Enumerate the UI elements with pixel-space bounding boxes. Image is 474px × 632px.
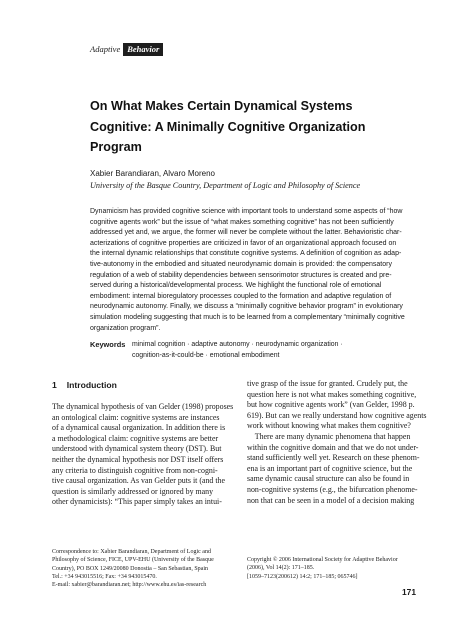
- section-heading: [52, 380, 117, 390]
- journal-name-light: Adaptive: [90, 44, 121, 54]
- abstract-line: tive-autonomy in the embodied and situated neurodynamic domain is provided: the compensatory: [90, 260, 392, 268]
- body-line: same dynamic causal structure can also be found in: [247, 474, 410, 484]
- abstract-line: Dynamicism has provided cognitive science with important tools to understand some aspects of “how: [90, 208, 403, 215]
- journal-logo: [90, 43, 163, 56]
- body-line: other dynamicists): “This paper simply takes an intui-: [52, 497, 222, 507]
- footnote-line: Copyright © 2006 International Society for Adaptive Behavior: [247, 557, 398, 563]
- keywords-line: minimal cognition · adaptive autonomy · neurodynamic organization ·: [132, 341, 343, 348]
- abstract-line: served during a historical/developmental process. We highlight the functional role of emotional: [90, 282, 382, 290]
- abstract: [90, 207, 420, 334]
- footnote-line: Tel.: +34 943015516; Fax: +34 943015470.: [52, 573, 157, 580]
- title-line: Cognitive: A Minimally Cognitive Organization: [90, 119, 366, 134]
- abstract-line: addressed yet and, we argue, the former will never be complete without the latter. Behavioristic char-: [90, 229, 402, 237]
- title-line: Program: [90, 140, 142, 154]
- body-line: work without knowing what makes them cognitive?: [247, 421, 411, 431]
- body-line: question is similarly addressed or ignored by many: [52, 486, 214, 496]
- body-line: non that can be seen in a model of a decision making: [247, 495, 415, 505]
- body-line: within the cognitive domain and that we do not under-: [247, 442, 419, 452]
- body-line: an ontological claim: cognitive systems are instances: [52, 412, 220, 422]
- paper-title: [90, 96, 420, 158]
- keywords-label: Keywords: [90, 340, 126, 349]
- page-number: 171: [402, 587, 416, 597]
- abstract-line: organization program”.: [90, 324, 161, 332]
- footnote-line: (2006), Vol 14(2): 171–185.: [247, 565, 315, 572]
- body-line: a methodological claim: cognitive systems are better: [52, 433, 219, 443]
- body-right-column: [247, 379, 427, 506]
- body-line: stand sufficiently well yet. Research on these phenom-: [247, 453, 420, 463]
- journal-name-dark: Behavior: [123, 43, 163, 56]
- body-line: 619). But can we really understand how cognitive agents: [247, 410, 427, 420]
- body-line: ena is an important part of cognitive science, but the: [247, 463, 413, 473]
- body-line: of a dynamical causal organization. In addition there is: [52, 423, 226, 433]
- correspondence-footnote: [52, 548, 214, 589]
- body-line: The dynamical hypothesis of van Gelder (1998) proposes: [52, 402, 234, 411]
- body-left-column: [52, 402, 232, 508]
- footnote-line: E-mail: xabier@barandiaran.net; http://www.ehu.es/ias-research: [52, 582, 207, 589]
- body-line: tive causal organization. As van Gelder puts it (and the: [52, 476, 225, 486]
- authors: Xabier Barandiaran, Alvaro Moreno: [90, 169, 215, 178]
- footnote-line: Philosophy of Science, FICE, UPV-EHU (University of the Basque: [52, 557, 214, 564]
- body-line: understood with dynamical system theory (DST). But: [52, 444, 222, 454]
- keywords-list: [132, 339, 343, 361]
- abstract-line: neurodynamic autonomy. Finally, we discuss a “minimally cognitive behavior program” in evolutionary: [90, 303, 403, 311]
- section-number: 1: [52, 380, 57, 390]
- abstract-line: regulation of a web of stability dependencies between sensorimotor structures is created and pre-: [90, 271, 392, 279]
- abstract-line: the internal dynamic relationships that constitute cognitive systems. A definition of cognition as adap-: [90, 250, 402, 258]
- section-title: Introduction: [66, 380, 117, 390]
- footnote-line: Country), PO BOX 1249/20080 Donostia – San Sebastian, Spain: [52, 565, 208, 572]
- abstract-line: simulation modeling suggesting that much is to be learned from a complementary “minimally cognitive: [90, 313, 405, 321]
- keywords-line: cognition-as-it-could-be · emotional embodiment: [132, 352, 280, 359]
- body-line: non-cognitive systems (e.g., the bifurcation phenome-: [247, 484, 418, 494]
- abstract-line: embodiment: internal bioregulatory processes coupled to the formation and adaptive regulation of: [90, 292, 392, 300]
- abstract-line: cognitive agents work” but the issue of “what makes something cognitive” has not been sufficiently: [90, 218, 394, 226]
- body-line: There are many dynamic phenomena that happen: [247, 431, 411, 441]
- body-line: question here is not what makes something cognitive,: [247, 389, 417, 399]
- affiliation: University of the Basque Country, Department of Logic and Philosophy of Science: [90, 181, 361, 190]
- footnote-line: Correspondence to: Xabier Barandiaran, Department of Logic and: [52, 549, 211, 555]
- copyright-footnote: [247, 556, 398, 581]
- abstract-line: acterizations of cognitive properties are criticized in favor of an organizational approach focused on: [90, 239, 397, 247]
- body-line: but how cognitive agents work” (van Gelder, 1998 p.: [247, 400, 415, 410]
- title-line: On What Makes Certain Dynamical Systems: [90, 99, 353, 113]
- footnote-line: [1059–7123(200612) 14:2; 171–185; 065746]: [247, 573, 358, 580]
- body-line: neither the dynamical hypothesis nor DST itself offers: [52, 454, 224, 464]
- body-line: tive grasp of the issue for granted. Crudely put, the: [247, 379, 408, 388]
- body-line: any criteria to distinguish cognitive from non-cogni-: [52, 465, 218, 475]
